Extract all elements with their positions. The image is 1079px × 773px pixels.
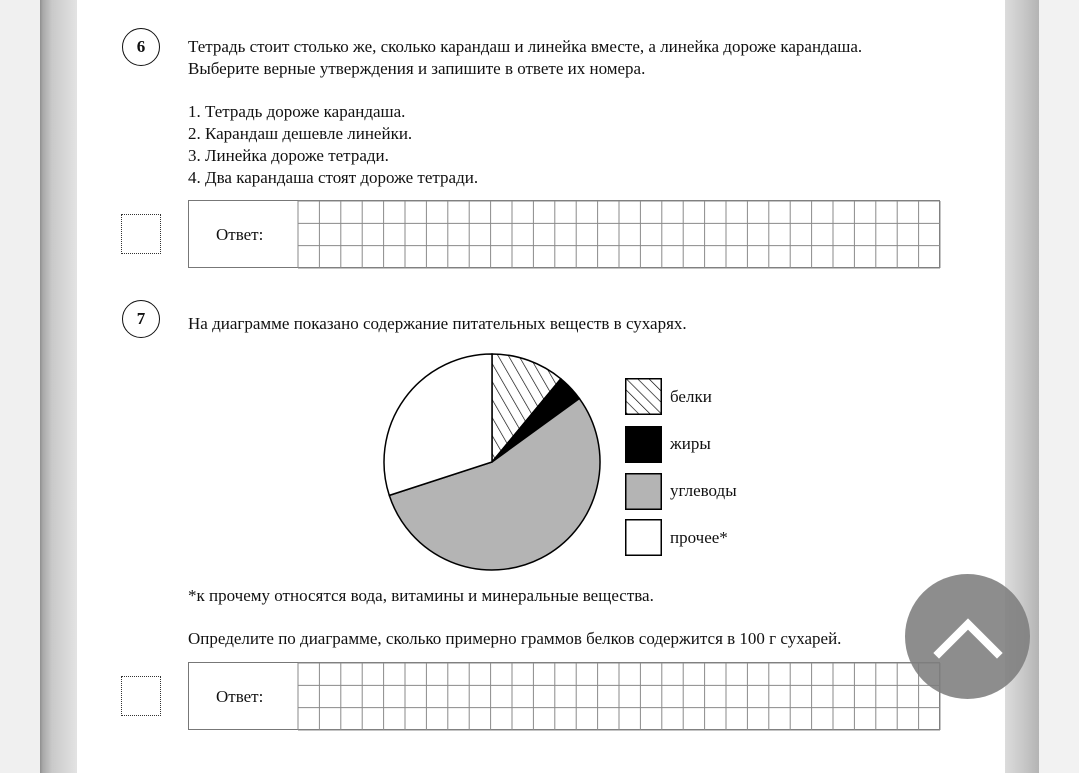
page-left-shadow <box>40 0 77 773</box>
legend-swatch-belki <box>625 378 662 415</box>
question-6-number: 6 <box>122 28 160 66</box>
legend-label-zhiry: жиры <box>670 434 711 453</box>
legend-swatch-zhiry <box>625 426 662 463</box>
legend-swatch-uglevody <box>625 473 662 510</box>
legend-swatch-prochee <box>625 519 662 556</box>
legend-label-prochee: прочее* <box>670 528 728 547</box>
question-7-score-box <box>121 676 161 716</box>
question-7-text: На диаграмме показано содержание питательных веществ в сухарях. <box>188 314 687 333</box>
nutrient-pie-chart <box>380 350 605 575</box>
question-6-answer-label: Ответ: <box>216 225 264 244</box>
question-7-number: 7 <box>122 300 160 338</box>
question-7-answer-grid[interactable] <box>297 662 941 731</box>
question-7-question: Определите по диаграмме, сколько примерно граммов белков содержится в 100 г сухарей. <box>188 629 842 648</box>
question-6-option-3: 3. Линейка дороже тетради. <box>188 146 389 165</box>
question-6-answer-grid[interactable] <box>297 200 941 269</box>
question-6-text-line2: Выберите верные утверждения и запишите в ответе их номера. <box>188 59 646 78</box>
right-gutter <box>1039 0 1079 773</box>
question-6-option-1: 1. Тетрадь дороже карандаша. <box>188 102 406 121</box>
legend-label-uglevody: углеводы <box>670 481 737 500</box>
scroll-to-top-button[interactable] <box>905 574 1030 699</box>
question-6-option-2: 2. Карандаш дешевле линейки. <box>188 124 413 143</box>
question-7-footnote: *к прочему относятся вода, витамины и минеральные вещества. <box>188 586 654 605</box>
question-7-answer-label: Ответ: <box>216 687 264 706</box>
chevron-up-icon <box>933 615 1003 659</box>
left-gutter <box>0 0 40 773</box>
legend-label-belki: белки <box>670 387 712 406</box>
question-6-text-line1: Тетрадь стоит столько же, сколько карандаш и линейка вместе, а линейка дороже карандаша. <box>188 37 863 56</box>
question-6-score-box <box>121 214 161 254</box>
question-6-option-4: 4. Два карандаша стоят дороже тетради. <box>188 168 479 187</box>
